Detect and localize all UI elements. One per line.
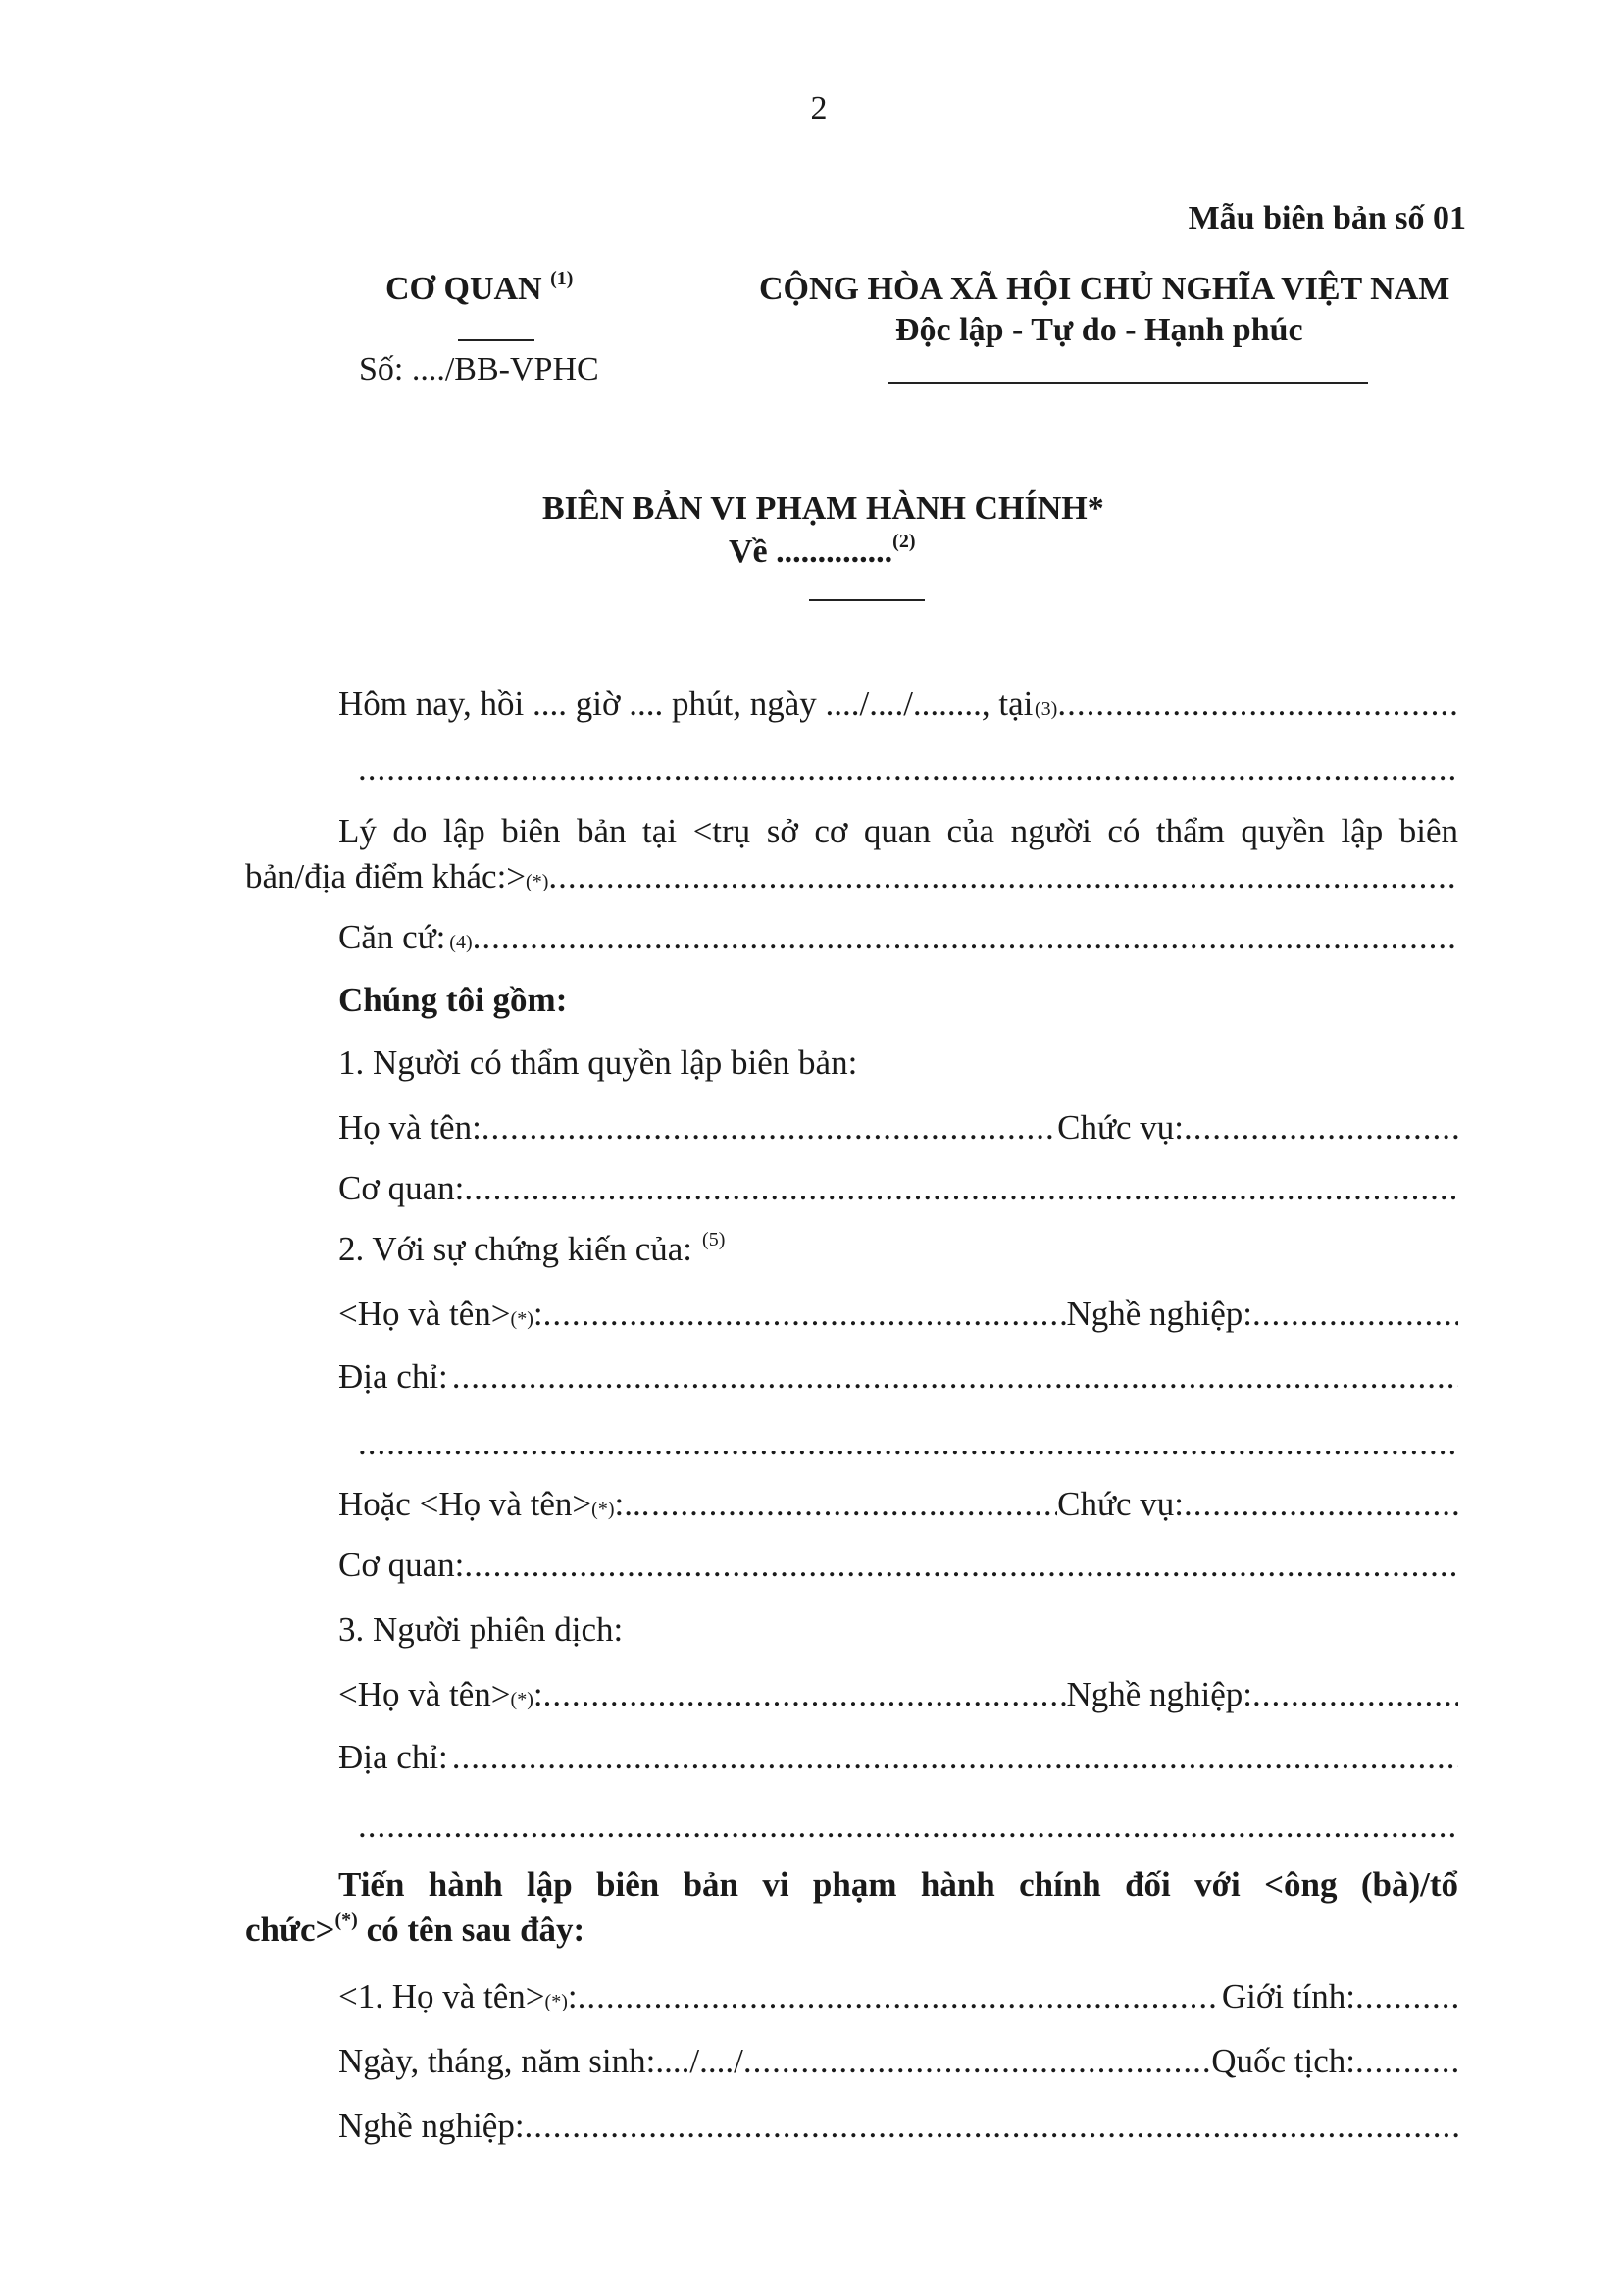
violator-nationality-blank[interactable] [1355,2042,1458,2081]
reason-line-1: Lý do lập biên bản tại <trụ sở cơ quan của người có thẩm quyền lập biên [338,812,1458,850]
section1-agency-blank[interactable] [464,1169,1458,1208]
section3-address-continuation [358,1807,1458,1852]
agency-underline [458,339,534,341]
title-underline [809,599,925,601]
form-label: Mẫu biên bản số 01 [1188,200,1466,236]
section2-alt-name-line: Hoặc <Họ và tên> (*) :... ..... Chức vụ: ..... [338,1485,1458,1530]
intro-blank[interactable] [1057,685,1458,724]
section3-name-blank[interactable] [543,1675,1067,1714]
section2-job-blank[interactable] [1252,1295,1458,1334]
section2-note: (5) [702,1229,726,1250]
violator-job-label: Nghề nghiệp: [338,2107,525,2145]
basis-blank[interactable] [473,918,1458,957]
proceed-line2-text: chức> [245,1910,335,1949]
nation-motto: Độc lập - Tự do - Hạnh phúc [895,312,1303,348]
section1-position-label: Chức vụ: [1057,1108,1184,1146]
section2-position-label: Chức vụ: [1057,1485,1184,1523]
section2-address-continuation-blank[interactable] [358,1424,1458,1463]
violator-gender-label: Giới tính: [1221,1977,1355,2015]
section1-name-label: Họ và tên: [338,1108,482,1146]
basis-label: Căn cứ: [338,918,446,956]
proceed-line-2 [245,1910,584,1950]
document-subject [729,531,916,571]
section1-agency-label: Cơ quan: [338,1169,465,1207]
violator-dob-line [338,2042,1458,2087]
violator-dob-label: Ngày, tháng, năm sinh:..../..../ [338,2042,743,2080]
section2-address-blank[interactable] [452,1357,1458,1397]
intro-line: Hôm nay, hồi .... giờ .... phút, ngày ..../..../........, tại (3) ..... [338,685,1458,730]
violator-nationality-label: Quốc tịch: [1211,2042,1355,2080]
violator-name-blank[interactable] [578,1977,1220,2016]
reason-text: bản/địa điểm khác:> [245,857,527,895]
section2-alt-name-blank[interactable] [651,1485,1057,1524]
section2-name-label: <Họ và tên> [338,1295,511,1333]
violator-gender-blank[interactable] [1355,1977,1458,2016]
section2-name-line: <Họ và tên> (*) : ..... Nghề nghiệp: ..... [338,1295,1458,1340]
section2-agency-line [338,1546,1458,1591]
section2-alt-name-label: Hoặc <Họ và tên> [338,1485,592,1523]
violator-dob-blank[interactable] [743,2042,1210,2081]
violator-name-label: <1. Họ và tên> [338,1977,545,2015]
section3-address-label: Địa chỉ: [338,1738,448,1776]
section3-address-blank[interactable] [452,1738,1458,1777]
intro-text: Hôm nay, hồi .... giờ .... phút, ngày ..../..../........, tại [338,685,1034,723]
basis-line: Căn cứ: (4) ..... [338,918,1458,963]
section3-name-label: <Họ và tên> [338,1675,511,1713]
agency-name [385,268,574,308]
proceed-line2-end: có tên sau đây: [357,1910,585,1949]
section2-address-label: Địa chỉ: [338,1357,448,1396]
proceed-line2-note: (*) [334,1909,358,1931]
section1-name-line [338,1108,1458,1153]
section2-agency-blank[interactable] [464,1546,1458,1585]
intro-continuation-blank[interactable] [358,749,1458,789]
section2-name-blank[interactable] [543,1295,1067,1334]
members-heading: Chúng tôi gồm: [338,981,568,1019]
intro-continuation-line [358,749,1458,794]
violator-job-line [338,2107,1458,2152]
section3-heading: 3. Người phiên dịch: [338,1610,624,1649]
section3-job-label: Nghề nghiệp: [1066,1675,1252,1713]
section2-address-continuation [358,1424,1458,1469]
subject-note: (2) [892,531,916,552]
document-title: BIÊN BẢN VI PHẠM HÀNH CHÍNH* [542,490,1104,527]
section3-job-blank[interactable] [1252,1675,1458,1714]
section1-name-blank[interactable] [482,1108,1057,1147]
section1-heading: 1. Người có thẩm quyền lập biên bản: [338,1044,858,1082]
section2-position-blank[interactable] [1184,1485,1458,1524]
subject-text: Về .............. [729,534,893,570]
proceed-line-1: Tiến hành lập biên bản vi phạm hành chính đối với <ông (bà)/tổ [338,1865,1458,1904]
motto-underline [888,382,1368,384]
section1-agency-line [338,1169,1458,1214]
section2-address-line [338,1357,1458,1402]
page-number: 2 [810,90,828,127]
section2-heading [338,1230,725,1269]
section3-name-line: <Họ và tên> (*) : ..... Nghề nghiệp: ..... [338,1675,1458,1720]
violator-name-line: <1. Họ và tên> (*) : ..... Giới tính: ..... [338,1977,1458,2022]
nation-name: CỘNG HÒA XÃ HỘI CHỦ NGHĨA VIỆT NAM [759,271,1450,307]
violator-job-blank[interactable] [525,2107,1458,2146]
section2-agency-label: Cơ quan: [338,1546,465,1584]
document-number: Số: ..../BB-VPHC [359,351,599,387]
agency-name-text: CƠ QUAN [385,271,542,307]
section2-job-label: Nghề nghiệp: [1066,1295,1252,1333]
agency-note: (1) [550,268,574,289]
section3-address-continuation-blank[interactable] [358,1807,1458,1846]
section2-heading-text: 2. Với sự chứng kiến của: [338,1230,693,1268]
reason-blank[interactable] [548,857,1458,896]
reason-line-2: bản/địa điểm khác:> (*) ..... [245,857,1458,902]
section1-position-blank[interactable] [1184,1108,1458,1147]
section3-address-line [338,1738,1458,1783]
